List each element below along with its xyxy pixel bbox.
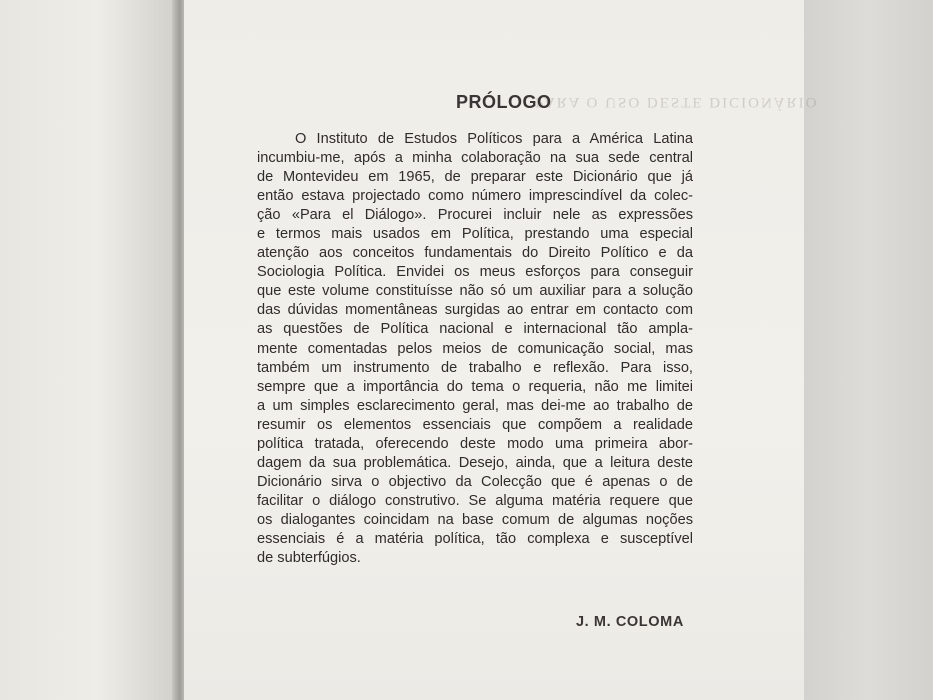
text-line: das dúvidas momentâneas surgidas ao entrar em contacto com xyxy=(257,302,693,319)
text-line: de subterfúgios. xyxy=(257,550,361,567)
text-line: essenciais é a matéria política, tão complexa e susceptível xyxy=(257,530,693,547)
text-line: as questões de Política nacional e internacional tão ampla- xyxy=(257,321,693,338)
prologue-text xyxy=(257,130,693,568)
text-line: atenção aos conceitos fundamentais do Direito Político e da xyxy=(257,245,693,262)
text-line: mente comentadas pelos meios de comunicação social, mas xyxy=(257,340,693,357)
text-line: política tratada, oferecendo deste modo uma primeira abor- xyxy=(257,435,693,452)
text-line: incumbiu-me, após a minha colaboração na sua sede central xyxy=(257,150,693,167)
text-line: a um simples esclarecimento geral, mas dei-me ao trabalho de xyxy=(257,397,693,414)
text-line: e termos mais usados em Política, prestando uma especial xyxy=(257,226,693,243)
text-line: também um instrumento de trabalho e reflexão. Para isso, xyxy=(257,359,693,376)
text-line: então estava projectado como número imprescindível da colec- xyxy=(257,188,693,205)
text-line: Sociologia Política. Envidei os meus esforços para conseguir xyxy=(257,264,693,281)
text-line: ção «Para el Diálogo». Procurei incluir nele as expressões xyxy=(257,207,693,224)
text-line: dagem da sua problemática. Desejo, ainda, que a leitura deste xyxy=(257,454,693,471)
text-line: resumir os elementos essenciais que compõem a realidade xyxy=(257,416,693,433)
next-page-edge xyxy=(804,0,933,700)
text-line: sempre que a importância do tema o requeria, não me limitei xyxy=(257,378,693,395)
text-line: que este volume constituísse não só um auxiliar para a solução xyxy=(257,283,693,300)
text-line: Dicionário sirva o objectivo da Colecção que é apenas o de xyxy=(257,473,693,490)
text-line: O Instituto de Estudos Políticos para a América Latina xyxy=(295,131,693,147)
text-line: os dialogantes coincidam na base comum de algumas noções xyxy=(257,511,693,528)
page-title: PRÓLOGO xyxy=(456,92,552,112)
bleed-through-text: PARA O USO DESTE DICIONÁRIO xyxy=(535,94,819,110)
text-line: facilitar o diálogo construtivo. Se alguma matéria requere que xyxy=(257,492,693,509)
left-page xyxy=(0,0,178,700)
text-line: de Montevideu em 1965, de preparar este Dicionário que já xyxy=(257,169,693,186)
author-signature: J. M. COLOMA xyxy=(576,614,684,630)
